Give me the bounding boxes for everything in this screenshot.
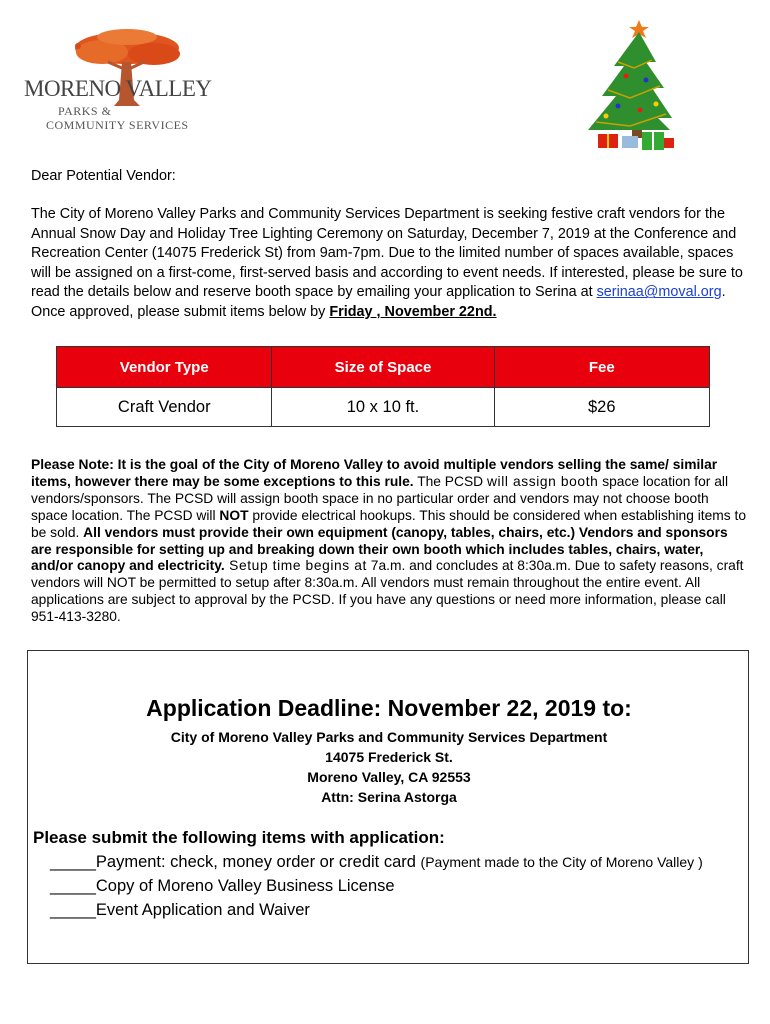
list-item [50, 877, 395, 896]
note-text-3: provide electrical hookups. This should be considered when establishing items to be sold. [31, 507, 746, 540]
cell-fee: $26 [494, 388, 710, 427]
christmas-tree-image [580, 18, 676, 154]
submit-items-heading: Please submit the following items with application: [33, 828, 445, 847]
header-vendor-type: Vendor Type [57, 347, 272, 388]
address-line-city: Moreno Valley, CA 92553 [307, 769, 471, 785]
item-blank: _____ [50, 901, 96, 919]
header-size-of-space: Size of Space [272, 347, 494, 388]
table-header-row [57, 347, 710, 388]
note-text-1-spaced: will assign booth [486, 473, 599, 489]
item-label: Payment: check, money order or credit card [95, 853, 421, 871]
note-text-2: space location for all vendors/sponsors. The PCSD will assign booth space in no particular order and vendors may not choose booth space location. The PCSD will [31, 473, 729, 523]
intro-text-after: . Once approved, please submit items below by [31, 284, 726, 320]
item-blank: _____ [50, 853, 96, 871]
cell-size-of-space: 10 x 10 ft. [272, 388, 494, 427]
application-deadline-title: Application Deadline: November 22, 2019 to: [146, 695, 632, 721]
logo-sub-line-2: COMMUNITY SERVICES [46, 118, 189, 132]
email-link[interactable]: serinaa@moval.org [596, 284, 722, 301]
submit-deadline: Friday , November 22nd. [329, 303, 497, 320]
note-not: NOT [219, 507, 249, 523]
cell-vendor-type: Craft Vendor [57, 388, 272, 427]
address-line-department: City of Moreno Valley Parks and Community Services Department [170, 729, 608, 745]
note-text-1: The PCSD [413, 473, 487, 489]
intro-paragraph [31, 205, 746, 323]
note-bold-2: All vendors must provide their own equipment (canopy, tables, chairs, etc.) Vendors and sponsors are responsible for setting up and breaking down their own booth which includes tables, chairs, water, and/or canopy and electricity. [31, 524, 728, 574]
intro-text: The City of Moreno Valley Parks and Community Services Department is seeking festive craft vendors for the Annual Snow Day and Holiday Tree Lighting Ceremony on Saturday, December 7, 2019 at the Conference and Recreation Center (14075 Frederick St) from 9am-7pm. Due to the limited number of spaces available, spaces will be assigned on a first-come, first-served basis and according to event needs. If interested, please be sure to read the details below and reserve booth space by emailing your application to Serina at [31, 206, 743, 301]
table-row [57, 388, 710, 427]
note-text-5: 7a.m. and concludes at 8:30a.m. Due to safety reasons, craft vendors will NOT be permitted to setup after 8:30a.m. All vendors must remain throughout the entire event. All applications are subject to approval by the PCSD. If you have any questions or need more information, please call 951-413-3280. [31, 558, 744, 625]
note-text-4: Setup time begins at [224, 558, 367, 574]
christmas-tree-icon [580, 18, 676, 154]
list-item [50, 901, 310, 920]
application-deadline-box [27, 650, 749, 964]
address-line-street: 14075 Frederick St. [325, 749, 453, 765]
note-bold-1: Please Note: It is the goal of the City of Moreno Valley to avoid multiple vendors selling the same/ similar items, however there may be some exceptions to this rule. [31, 457, 718, 489]
logo-sub-line-1: PARKS & [58, 104, 112, 118]
item-blank: _____ [50, 877, 96, 895]
list-item [50, 853, 703, 872]
please-note-paragraph [31, 457, 747, 626]
address-line-attn: Attn: Serina Astorga [321, 789, 457, 805]
logo-brand-text: MORENO VALLEY [24, 76, 212, 101]
vendor-fee-table [56, 346, 710, 427]
item-note: (Payment made to the City of Moreno Valley ) [420, 854, 703, 870]
moreno-valley-logo [22, 28, 212, 140]
header-fee: Fee [494, 347, 710, 388]
item-label: Event Application and Waiver [95, 901, 310, 919]
salutation: Dear Potential Vendor: [31, 168, 176, 184]
item-label: Copy of Moreno Valley Business License [95, 877, 395, 895]
